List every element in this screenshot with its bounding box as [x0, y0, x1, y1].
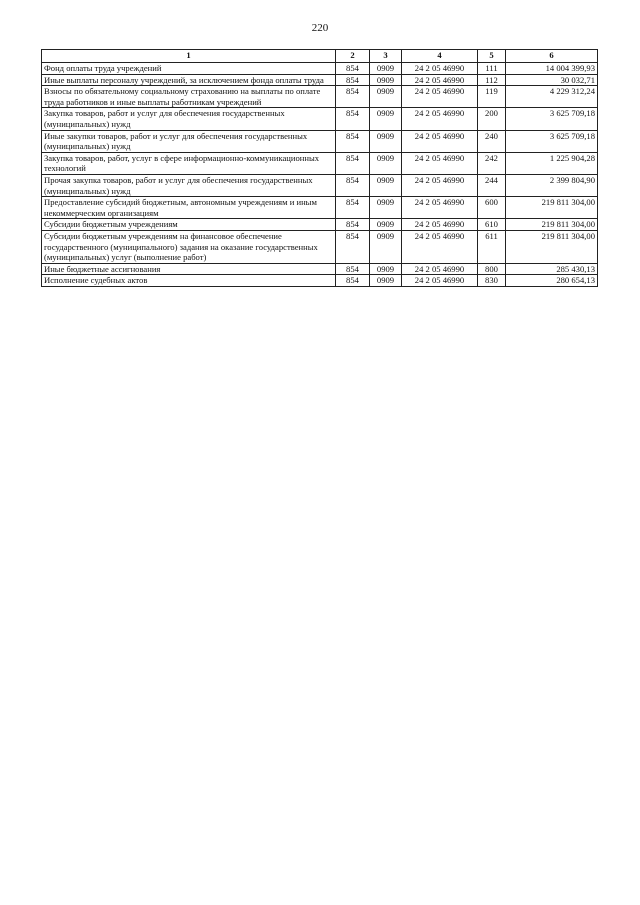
column-header: 3 [370, 50, 402, 63]
table-row [42, 63, 598, 75]
row-code-3: 0909 [370, 63, 402, 75]
row-code-5: 112 [478, 74, 506, 86]
row-code-4: 24 2 05 46990 [402, 108, 478, 130]
row-code-5: 800 [478, 263, 506, 275]
table-row [42, 197, 598, 219]
row-name: Закупка товаров, работ, услуг в сфере информационно-коммуникационных технологий [42, 152, 336, 174]
column-header: 6 [506, 50, 598, 63]
budget-table [41, 49, 598, 287]
row-code-5: 830 [478, 275, 506, 287]
row-name: Взносы по обязательному социальному страхованию на выплаты по оплате труда работников и иные выплаты работникам учреждений [42, 86, 336, 108]
row-code-2: 854 [336, 130, 370, 152]
row-code-5: 200 [478, 108, 506, 130]
row-code-3: 0909 [370, 108, 402, 130]
row-code-4: 24 2 05 46990 [402, 263, 478, 275]
row-code-2: 854 [336, 174, 370, 196]
table-row [42, 230, 598, 263]
row-code-5: 111 [478, 63, 506, 75]
row-sum: 219 811 304,00 [506, 219, 598, 231]
row-code-4: 24 2 05 46990 [402, 219, 478, 231]
row-code-2: 854 [336, 74, 370, 86]
table-row [42, 86, 598, 108]
table-row [42, 74, 598, 86]
row-code-2: 854 [336, 263, 370, 275]
row-code-5: 242 [478, 152, 506, 174]
column-header: 4 [402, 50, 478, 63]
row-code-3: 0909 [370, 219, 402, 231]
row-name: Иные бюджетные ассигнования [42, 263, 336, 275]
row-code-3: 0909 [370, 197, 402, 219]
row-sum: 14 004 399,93 [506, 63, 598, 75]
row-code-5: 244 [478, 174, 506, 196]
row-sum: 280 654,13 [506, 275, 598, 287]
table-row [42, 219, 598, 231]
row-sum: 2 399 804,90 [506, 174, 598, 196]
row-code-4: 24 2 05 46990 [402, 197, 478, 219]
row-code-2: 854 [336, 197, 370, 219]
row-name: Закупка товаров, работ и услуг для обеспечения государственных (муниципальных) нужд [42, 108, 336, 130]
row-name: Субсидии бюджетным учреждениям [42, 219, 336, 231]
table-row [42, 263, 598, 275]
row-code-3: 0909 [370, 174, 402, 196]
row-code-4: 24 2 05 46990 [402, 63, 478, 75]
column-header: 1 [42, 50, 336, 63]
row-code-2: 854 [336, 275, 370, 287]
row-code-4: 24 2 05 46990 [402, 275, 478, 287]
row-code-4: 24 2 05 46990 [402, 74, 478, 86]
row-code-3: 0909 [370, 275, 402, 287]
row-sum: 219 811 304,00 [506, 197, 598, 219]
row-code-2: 854 [336, 63, 370, 75]
table-row [42, 108, 598, 130]
row-code-5: 240 [478, 130, 506, 152]
row-code-3: 0909 [370, 130, 402, 152]
row-code-5: 610 [478, 219, 506, 231]
row-code-4: 24 2 05 46990 [402, 174, 478, 196]
table-row [42, 130, 598, 152]
header-row [42, 50, 598, 63]
row-name: Исполнение судебных актов [42, 275, 336, 287]
row-code-3: 0909 [370, 74, 402, 86]
table-row [42, 275, 598, 287]
row-code-3: 0909 [370, 152, 402, 174]
row-code-2: 854 [336, 152, 370, 174]
row-name: Фонд оплаты труда учреждений [42, 63, 336, 75]
row-name: Прочая закупка товаров, работ и услуг для обеспечения государственных (муниципальных) нужд [42, 174, 336, 196]
row-name: Иные закупки товаров, работ и услуг для обеспечения государственных (муниципальных) нужд [42, 130, 336, 152]
column-header: 2 [336, 50, 370, 63]
row-code-5: 119 [478, 86, 506, 108]
row-code-4: 24 2 05 46990 [402, 152, 478, 174]
row-code-3: 0909 [370, 86, 402, 108]
row-sum: 3 625 709,18 [506, 130, 598, 152]
row-sum: 1 225 904,28 [506, 152, 598, 174]
row-sum: 30 032,71 [506, 74, 598, 86]
row-code-2: 854 [336, 108, 370, 130]
table-row [42, 152, 598, 174]
row-code-3: 0909 [370, 263, 402, 275]
row-code-5: 611 [478, 230, 506, 263]
row-name: Субсидии бюджетным учреждениям на финансовое обеспечение государственного (муниципального) задания на оказание государственных (муниципальных) услуг (выполнение работ) [42, 230, 336, 263]
row-sum: 219 811 304,00 [506, 230, 598, 263]
row-code-2: 854 [336, 230, 370, 263]
row-code-4: 24 2 05 46990 [402, 130, 478, 152]
column-header: 5 [478, 50, 506, 63]
row-name: Предоставление субсидий бюджетным, автономным учреждениям и иным некоммерческим организациям [42, 197, 336, 219]
row-code-2: 854 [336, 219, 370, 231]
row-sum: 4 229 312,24 [506, 86, 598, 108]
row-code-4: 24 2 05 46990 [402, 230, 478, 263]
page-number: 220 [311, 22, 329, 34]
row-code-4: 24 2 05 46990 [402, 86, 478, 108]
row-code-5: 600 [478, 197, 506, 219]
row-code-2: 854 [336, 86, 370, 108]
table-row [42, 174, 598, 196]
row-name: Иные выплаты персоналу учреждений, за исключением фонда оплаты труда [42, 74, 336, 86]
row-code-3: 0909 [370, 230, 402, 263]
row-sum: 3 625 709,18 [506, 108, 598, 130]
row-sum: 285 430,13 [506, 263, 598, 275]
